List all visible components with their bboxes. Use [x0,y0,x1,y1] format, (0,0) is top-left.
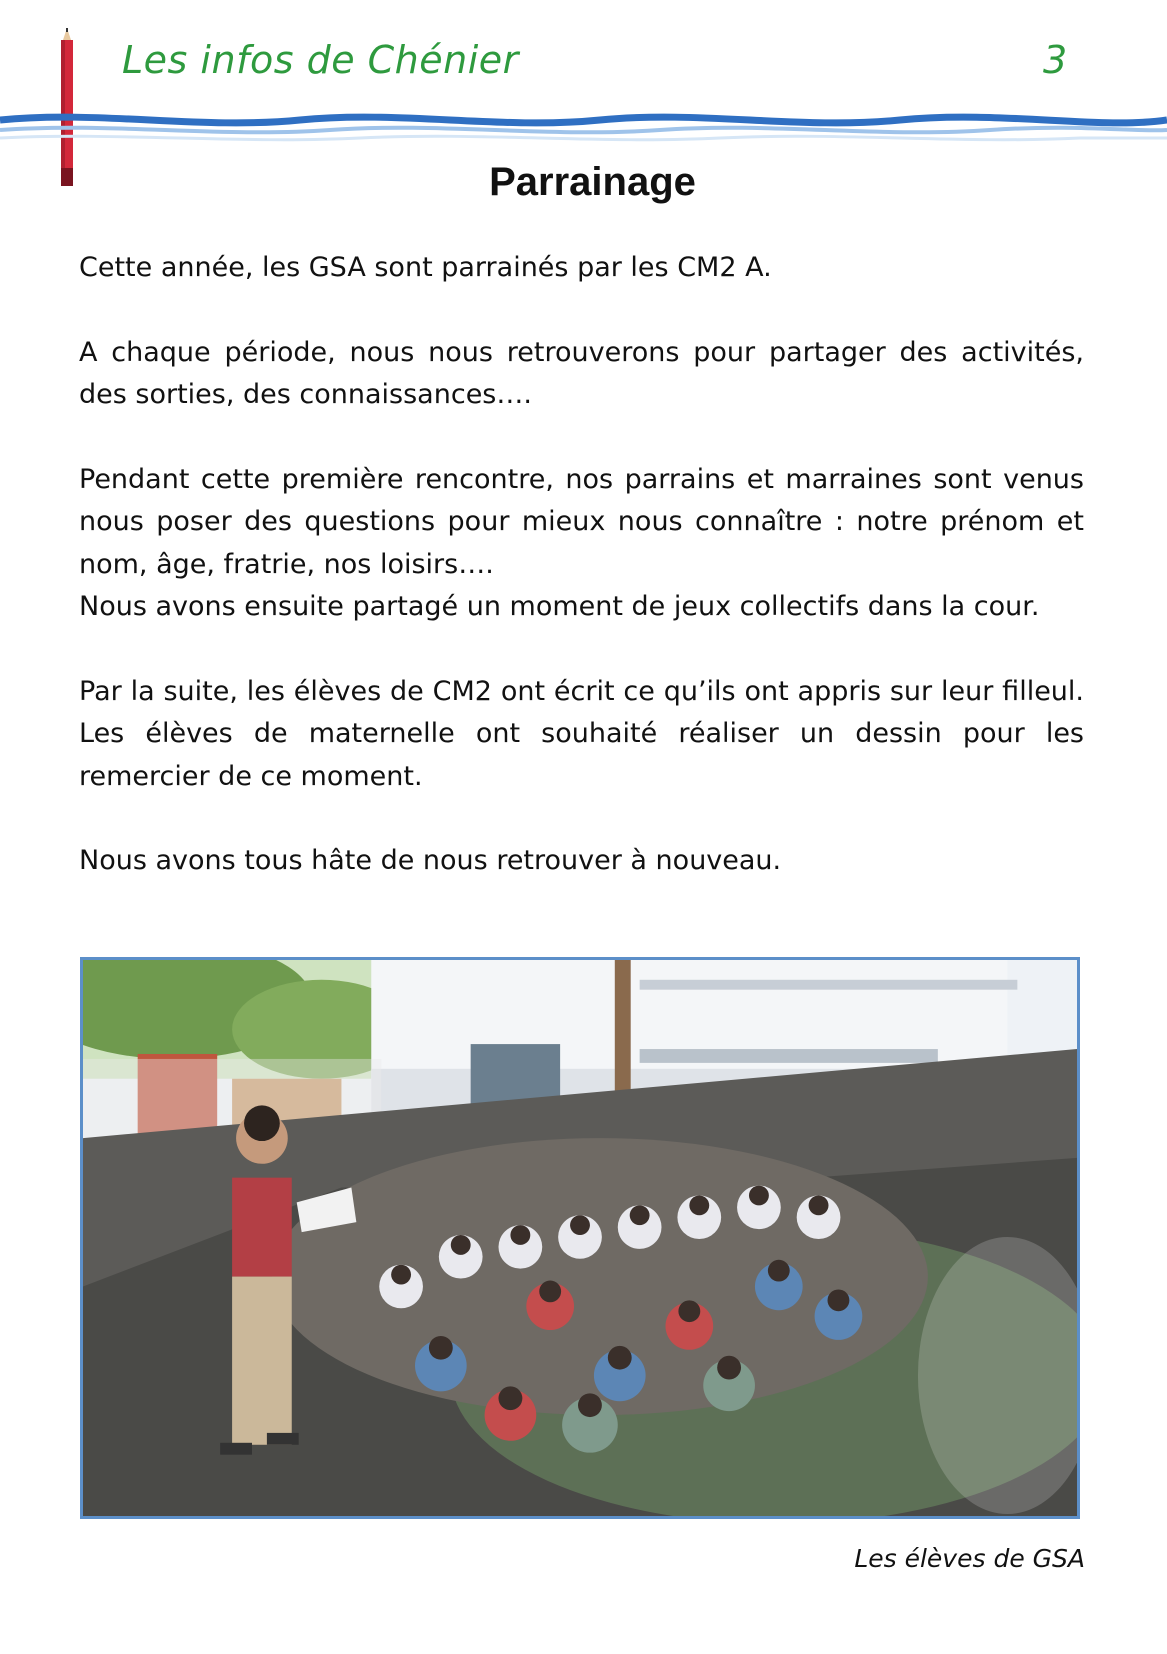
paragraph-1: Cette année, les GSA sont parrainés par les CM2 A. [79,252,772,283]
article-body [79,247,1084,883]
page-number: 3 [1043,38,1068,82]
paragraph-2: A chaque période, nous nous retrouverons pour partager des activités, des sorties, des connaissances…. [79,336,1084,410]
paragraph-6: Nous avons tous hâte de nous retrouver à nouveau. [79,845,782,876]
class-photo [80,957,1080,1519]
wave-divider [0,96,1167,156]
photo-caption: Les élèves de GSA [854,1544,1085,1573]
paragraph-5: Par la suite, les élèves de CM2 ont écrit ce qu’ils ont appris sur leur filleul. Les élèves de maternelle ont souhaité réaliser un dessin pour les remercier de ce moment. [79,675,1084,792]
paragraph-4: Nous avons ensuite partagé un moment de jeux collectifs dans la cour. [79,591,1040,622]
paragraph-3: Pendant cette première rencontre, nos parrains et marraines sont venus nous poser des questions pour mieux nous connaître : notre prénom et nom, âge, fratrie, nos loisirs…. [79,463,1084,580]
newsletter-title: Les infos de Chénier [122,38,519,82]
article-title: Parrainage [489,160,696,204]
